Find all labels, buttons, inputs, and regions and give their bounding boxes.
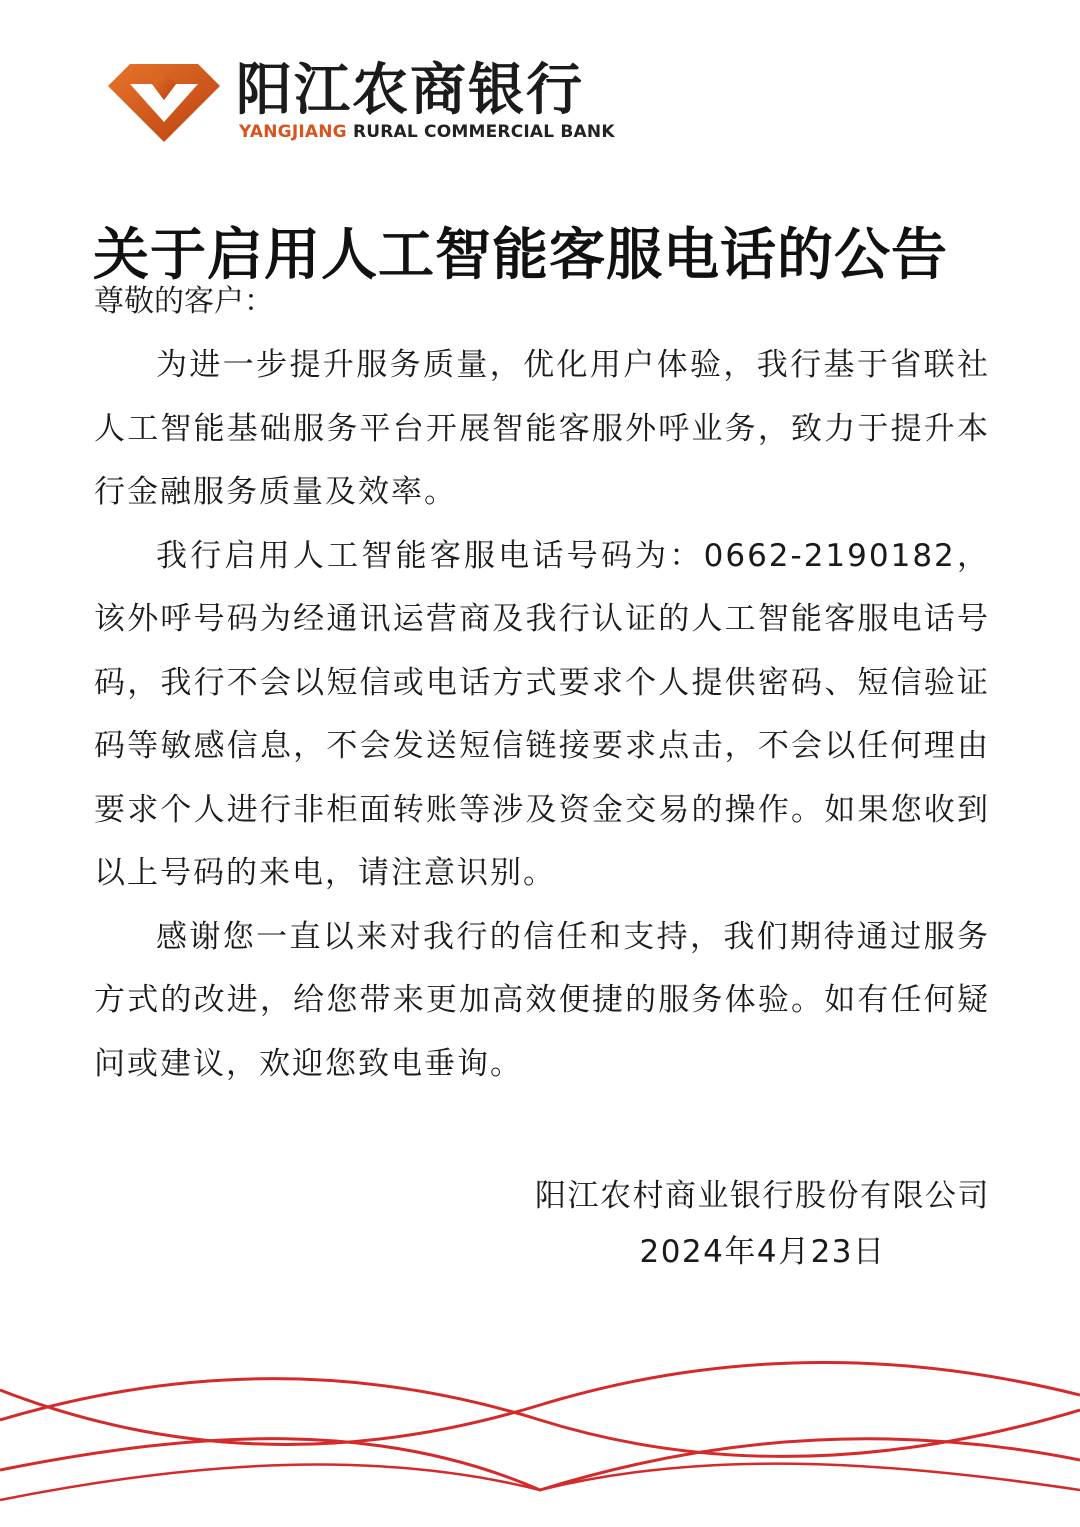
notice-title: 关于启用人工智能客服电话的公告 [93,222,948,288]
signature-date: 2024年4月23日 [639,1234,886,1270]
notice-salutation: 尊敬的客户： [94,284,274,319]
bank-name-cn: 阳江农商银行 [236,58,584,123]
bank-logo [108,58,615,148]
notice-paragraph: 为进一步提升服务质量，优化用户体验，我行基于省联社人工智能基础服务平台开展智能客服外呼业务，致力于提升本行金融服务质量及效率。 [94,347,990,510]
notice-paragraph: 感谢您一直以来对我行的信任和支持，我们期待通过服务方式的改进，给您带来更加高效便捷的服务体验。如有任何疑问或建议，欢迎您致电垂询。 [94,918,990,1082]
wave-line [0,1464,1080,1500]
bank-logo-icon [108,62,220,142]
bank-name-en-accent: YANGJIANG [239,122,347,142]
decorative-wave-lines [0,1350,1080,1510]
bank-name-en-rest: RURAL COMMERCIAL BANK [352,122,615,142]
wave-line [0,1362,1080,1444]
notice-signature [535,1168,990,1280]
bank-name-en [239,122,615,142]
notice-body [94,334,990,1096]
signature-company: 阳江农村商业银行股份有限公司 [535,1178,990,1214]
notice-paragraph: 我行启用人工智能客服电话号码为：0662-2190182，该外呼号码为经通讯运营商及我行认证的人工智能客服电话号码，我行不会以短信或电话方式要求个人提供密码、短信验证码等敏感信息，不会发送短信链接要求点击，不会以任何理由要求个人进行非柜面转账等涉及资金交易的操作。如果您收到以上号码的来电，请注意识别。 [94,537,990,891]
